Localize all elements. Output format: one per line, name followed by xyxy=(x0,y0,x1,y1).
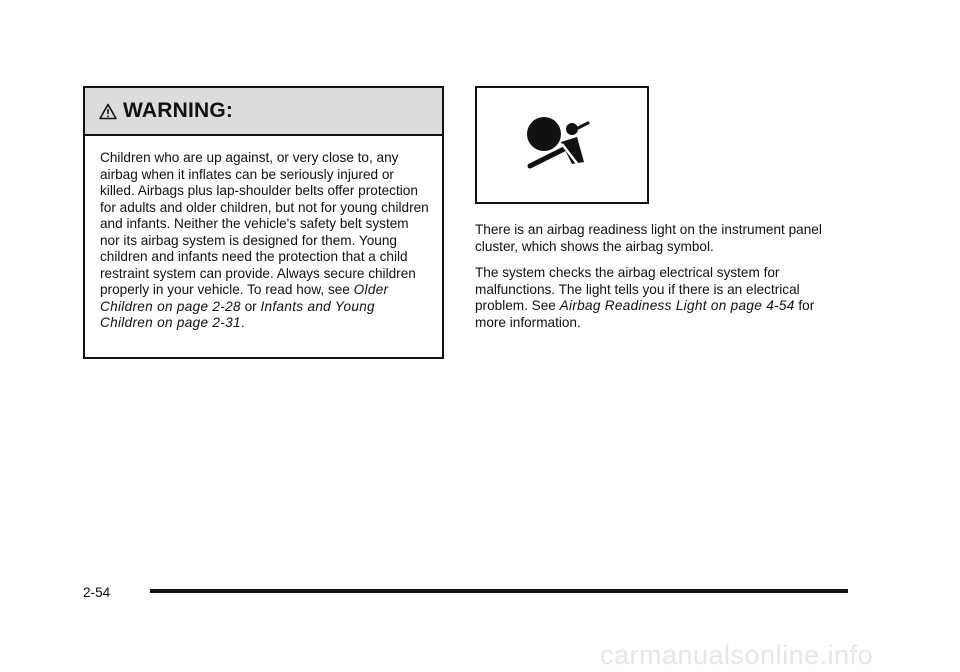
airbag-light-ref[interactable]: Airbag Readiness Light on page 4-54 xyxy=(559,298,795,313)
footer-rule xyxy=(150,589,848,593)
watermark: carmanualsonline.info xyxy=(600,640,874,670)
airbag-symbol-frame xyxy=(475,86,649,204)
warning-title: WARNING: xyxy=(123,99,234,122)
warning-text xyxy=(100,150,430,332)
warning-ref-older-children[interactable]: Older Children on page 2-28 xyxy=(100,282,389,314)
warning-triangle-icon xyxy=(99,103,117,120)
warning-header xyxy=(85,88,442,136)
airbag-readiness-icon xyxy=(522,114,602,176)
system-check-end: for more information. xyxy=(475,298,815,330)
readiness-paragraph: There is an airbag readiness light on the instrument panel cluster, which shows the airbag symbol. xyxy=(475,222,822,254)
system-check-paragraph xyxy=(475,265,835,331)
warning-connector: or xyxy=(240,298,261,314)
right-column xyxy=(475,222,835,341)
warning-ref-infants[interactable]: Infants and Young Children on page 2-31 xyxy=(100,298,375,330)
page-number: 2-54 xyxy=(83,585,111,600)
warning-body xyxy=(85,136,442,332)
warning-body-text: Children who are up against, or very close to, any airbag when it inflates can be seriously injured or killed. Airbags plus lap-shoulder belts offer protection for adults and older children, but not for young children and infants. Neither the vehicle's safety belt system nor its airbag system is designed for them. Young children and infants need the protection that a child restraint system can provide. Always secure children properly in your vehicle. To read how, see xyxy=(100,150,429,297)
system-check-text: The system checks the airbag electrical system for malfunctions. The light tells you if there is an electrical problem. See xyxy=(475,265,800,313)
warning-box xyxy=(83,86,444,359)
warning-end: . xyxy=(240,315,245,330)
